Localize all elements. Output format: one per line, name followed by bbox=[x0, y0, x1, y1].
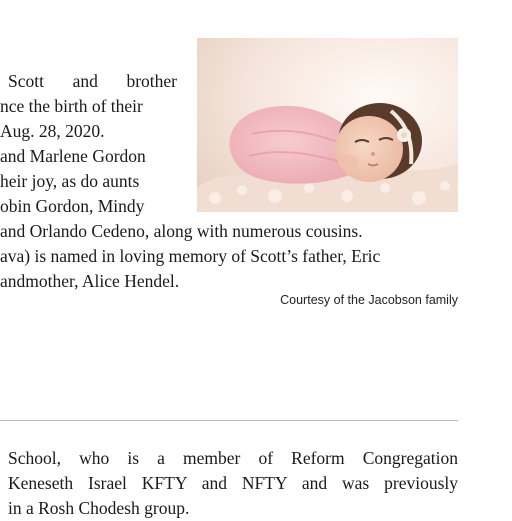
body-text-line: Scott and brother bbox=[8, 71, 177, 91]
section-divider bbox=[0, 420, 458, 421]
photo-caption: Courtesy of the Jacobson family bbox=[280, 293, 458, 307]
body-text-line: School, who is a member of Reform Congregation bbox=[8, 448, 458, 468]
body-text-line: and Marlene Gordon bbox=[0, 146, 146, 166]
body-text-line: and Orlando Cedeno, along with numerous cousins. bbox=[0, 221, 363, 241]
baby-illustration bbox=[197, 38, 458, 212]
body-text-line: Keneseth Israel KFTY and NFTY and was previously bbox=[8, 473, 458, 493]
body-text-line: andmother, Alice Hendel. bbox=[0, 271, 180, 291]
body-text-line: Aug. 28, 2020. bbox=[0, 121, 105, 141]
baby-photo bbox=[197, 38, 458, 212]
body-text-line: ava) is named in loving memory of Scott’s father, Eric bbox=[0, 246, 381, 266]
body-text-line: in a Rosh Chodesh group. bbox=[8, 498, 190, 518]
body-text-line: obin Gordon, Mindy bbox=[0, 196, 145, 216]
body-text-line: nce the birth of their bbox=[0, 96, 143, 116]
body-text-line: heir joy, as do aunts bbox=[0, 171, 140, 191]
